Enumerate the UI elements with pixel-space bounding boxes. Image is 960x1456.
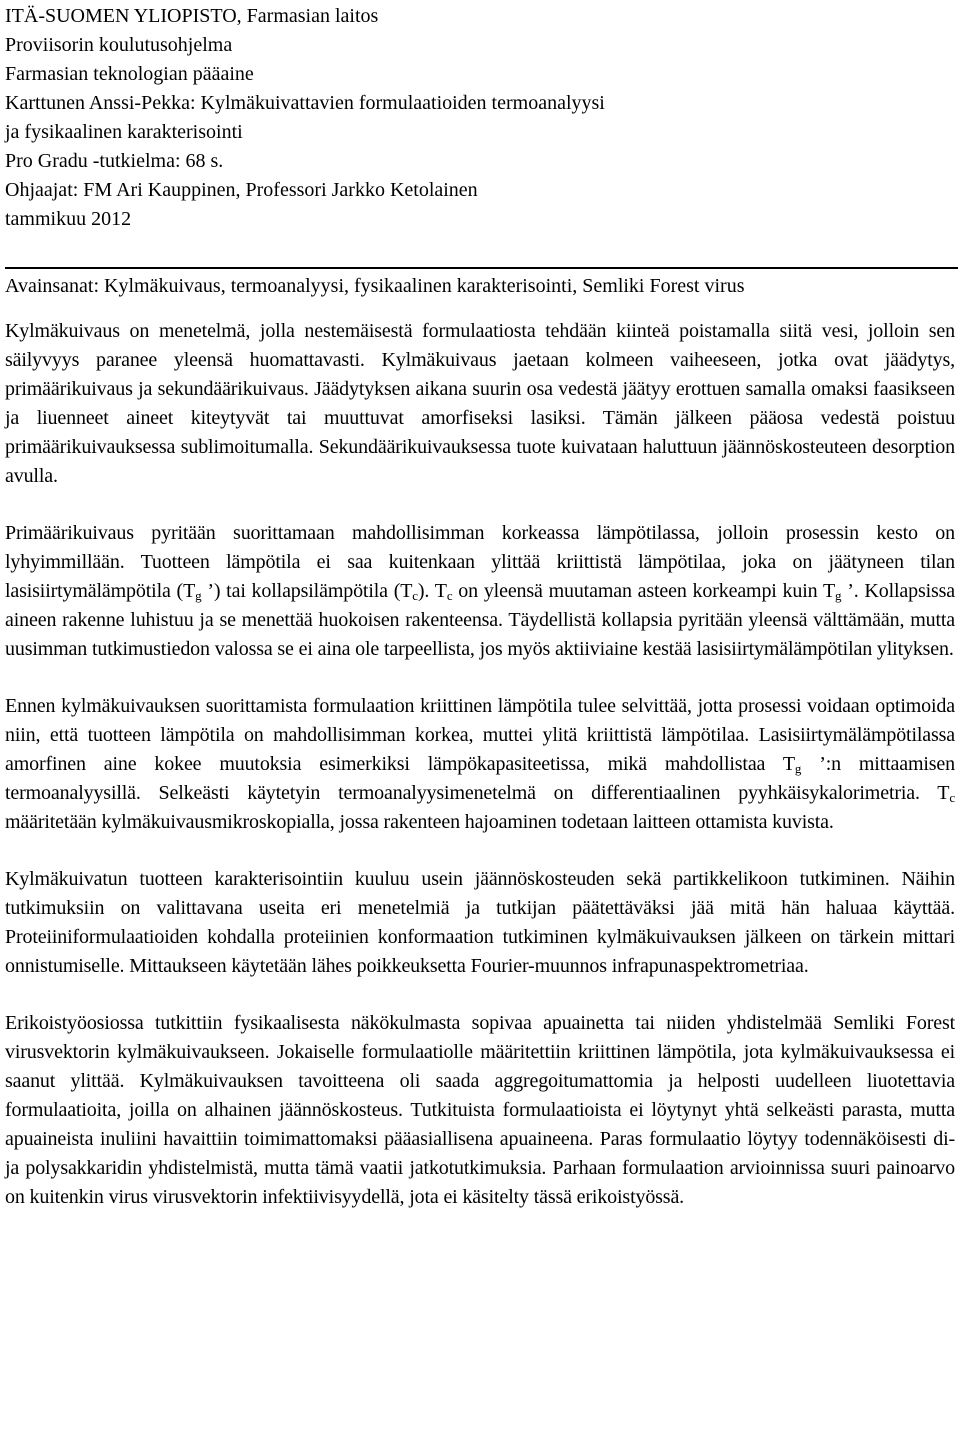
p3-text-2: ’:n mittaamisen termoanalyysillä. Selkeästi käytetyin termoanalyysimenetelmä on differentiaalinen pyyhkäisykalorimetria. — [5, 753, 955, 804]
abstract-paragraph-4: Kylmäkuivatun tuotteen karakterisointiin kuuluu usein jäännöskosteuden sekä partikkelikoon tutkiminen. Näihin tutkimuksiin on valittavana useita eri menetelmiä ja tutkijan päätettäväksi jää mitä hän haluaa käyttää. Proteiiniformulaatioiden kohdalla proteiinien konformaation tutkiminen kylmäkuivauksen jälkeen on tärkein mittari onnistumiselle. Mittaukseen käytetään lähes poikkeuksetta Fourier-muunnos infrapunaspektrometriaa. — [5, 868, 955, 977]
p2-text-4: on yleensä muutaman asteen korkeampi kuin — [452, 580, 823, 602]
abstract-paragraph-2 — [5, 519, 955, 664]
abstract-page — [5, 0, 955, 1212]
header-divider — [5, 267, 958, 269]
date: tammikuu 2012 — [5, 208, 132, 230]
thesis-type-pages: Pro Gradu -tutkielma: 68 s. — [5, 150, 224, 172]
author-title-line-2: ja fysikaalinen karakterisointi — [5, 121, 243, 143]
keywords: Avainsanat: Kylmäkuivaus, termoanalyysi, fysikaalinen karakterisointi, Semliki Forest virus — [5, 275, 745, 297]
tg-symbol: $T_g$ — [782, 753, 802, 776]
tc-symbol: $T_c$ — [400, 580, 418, 603]
abstract-paragraph-5: Erikoistyöosiossa tutkittiin fysikaalisesta näkökulmasta sopivaa apuainetta tai niiden yhdistelmää Semliki Forest virusvektorin kylmäkuivaukseen. Jokaiselle formulaatiolle määritettiin kriittinen lämpötila, jota kylmäkuivauksessa ei saanut ylittää. Kylmäkuivauksen tavoitteena oli saada aggregoitumattomia ja helposti uudelleen liuotettavia formulaatioita, joilla on alhainen jäännöskosteus. Tutkituista formulaatioista ei löytynyt yhtä selkeästi parasta, mutta apuaineista inuliini havaittiin toimimattomaksi pääasiallisena apuaineena. Paras formulaatio löytyy todennäköisesti di- ja polysakkaridin yhdistelmistä, mutta tämä vaatii jatkotutkimuksia. Parhaan formulaation arvioinnissa suuri painoarvo on kuitenkin virus virusvektorin infektiivisyydellä, jota ei käsitelty tässä erikoistyössä. — [5, 1012, 955, 1208]
degree-programme: Proviisorin koulutusohjelma — [5, 34, 233, 56]
tg-symbol: $T_g$ — [822, 580, 842, 603]
p2-text-5: ’. Kollapsissa aineen rakenne luhistuu ja se menettää huokoisen rakenteensa. Täydellistä kollapsia pyritään yleensä välttämään, mutta uusimman tutkimustiedon valossa se ei aina ole tarpeellista, jos myös aktiiviaine kestää lasisiirtymälämpötilan ylityksen. — [5, 580, 955, 660]
tg-symbol: $T_g$ — [183, 580, 202, 603]
tc-symbol: $T_c$ — [937, 782, 955, 805]
p3-text-1: Ennen kylmäkuivauksen suorittamista formulaation kriittinen lämpötila tulee selvittää, jotta prosessi voidaan optimoida niin, että tuotteen lämpötila on mahdollisimman korkea, muttei ylitä kriittistä lämpötilaa. Lasisiirtymälämpötilassa amorfinen aine kokee muutoksia esimerkiksi lämpökapasiteetissa, mikä mahdollistaa — [5, 695, 955, 775]
abstract-paragraph-1: Kylmäkuivaus on menetelmä, jolla nestemäisestä formulaatiosta tehdään kiinteä poistamalla siitä vesi, jolloin sen säilyvyys paranee yleensä huomattavasti. Kylmäkuivaus jaetaan kolmeen vaiheeseen, jotka ovat jäädytys, primäärikuivaus ja sekundäärikuivaus. Jäädytyksen aikana suurin osa vedestä jäätyy erottuen samalla omaksi faasikseen ja liuenneet aineet kiteytyvät tai muuttuvat amorfiseksi lasiksi. Tämän jälkeen pääosa vedestä poistuu primäärikuivauksessa sublimoitumalla. Sekundäärikuivauksessa tuote kuivataan haluttuun jäännöskosteuteen desorption avulla. — [5, 320, 955, 487]
abstract-paragraph-3 — [5, 692, 955, 837]
p3-text-3: määritetään kylmäkuivausmikroskopialla, jossa rakenteen hajoaminen todetaan laitteen ottamista kuvista. — [5, 811, 834, 833]
p2-text-3: ). — [417, 580, 435, 602]
thesis-header — [5, 0, 955, 234]
supervisors: Ohjaajat: FM Ari Kauppinen, Professori Jarkko Ketolainen — [5, 179, 478, 201]
author-title-line-1: Karttunen Anssi-Pekka: Kylmäkuivattavien formulaatioiden termoanalyysi — [5, 92, 605, 114]
p2-text-1: Primäärikuivaus pyritään suorittamaan mahdollisimman korkeassa lämpötilassa, jolloin prosessin kesto on lyhyimmillään. Tuotteen lämpötila ei saa kuitenkaan ylittää kriittistä lämpötilaa, joka on jäätyneen tilan lasisiirtymälämpötila ( — [5, 522, 955, 602]
university-department: ITÄ-SUOMEN YLIOPISTO, Farmasian laitos — [5, 5, 379, 27]
tc-symbol: $T_c$ — [434, 580, 453, 603]
major-subject: Farmasian teknologian pääaine — [5, 63, 254, 85]
p2-text-2: ’) tai kollapsilämpötila ( — [201, 580, 401, 602]
